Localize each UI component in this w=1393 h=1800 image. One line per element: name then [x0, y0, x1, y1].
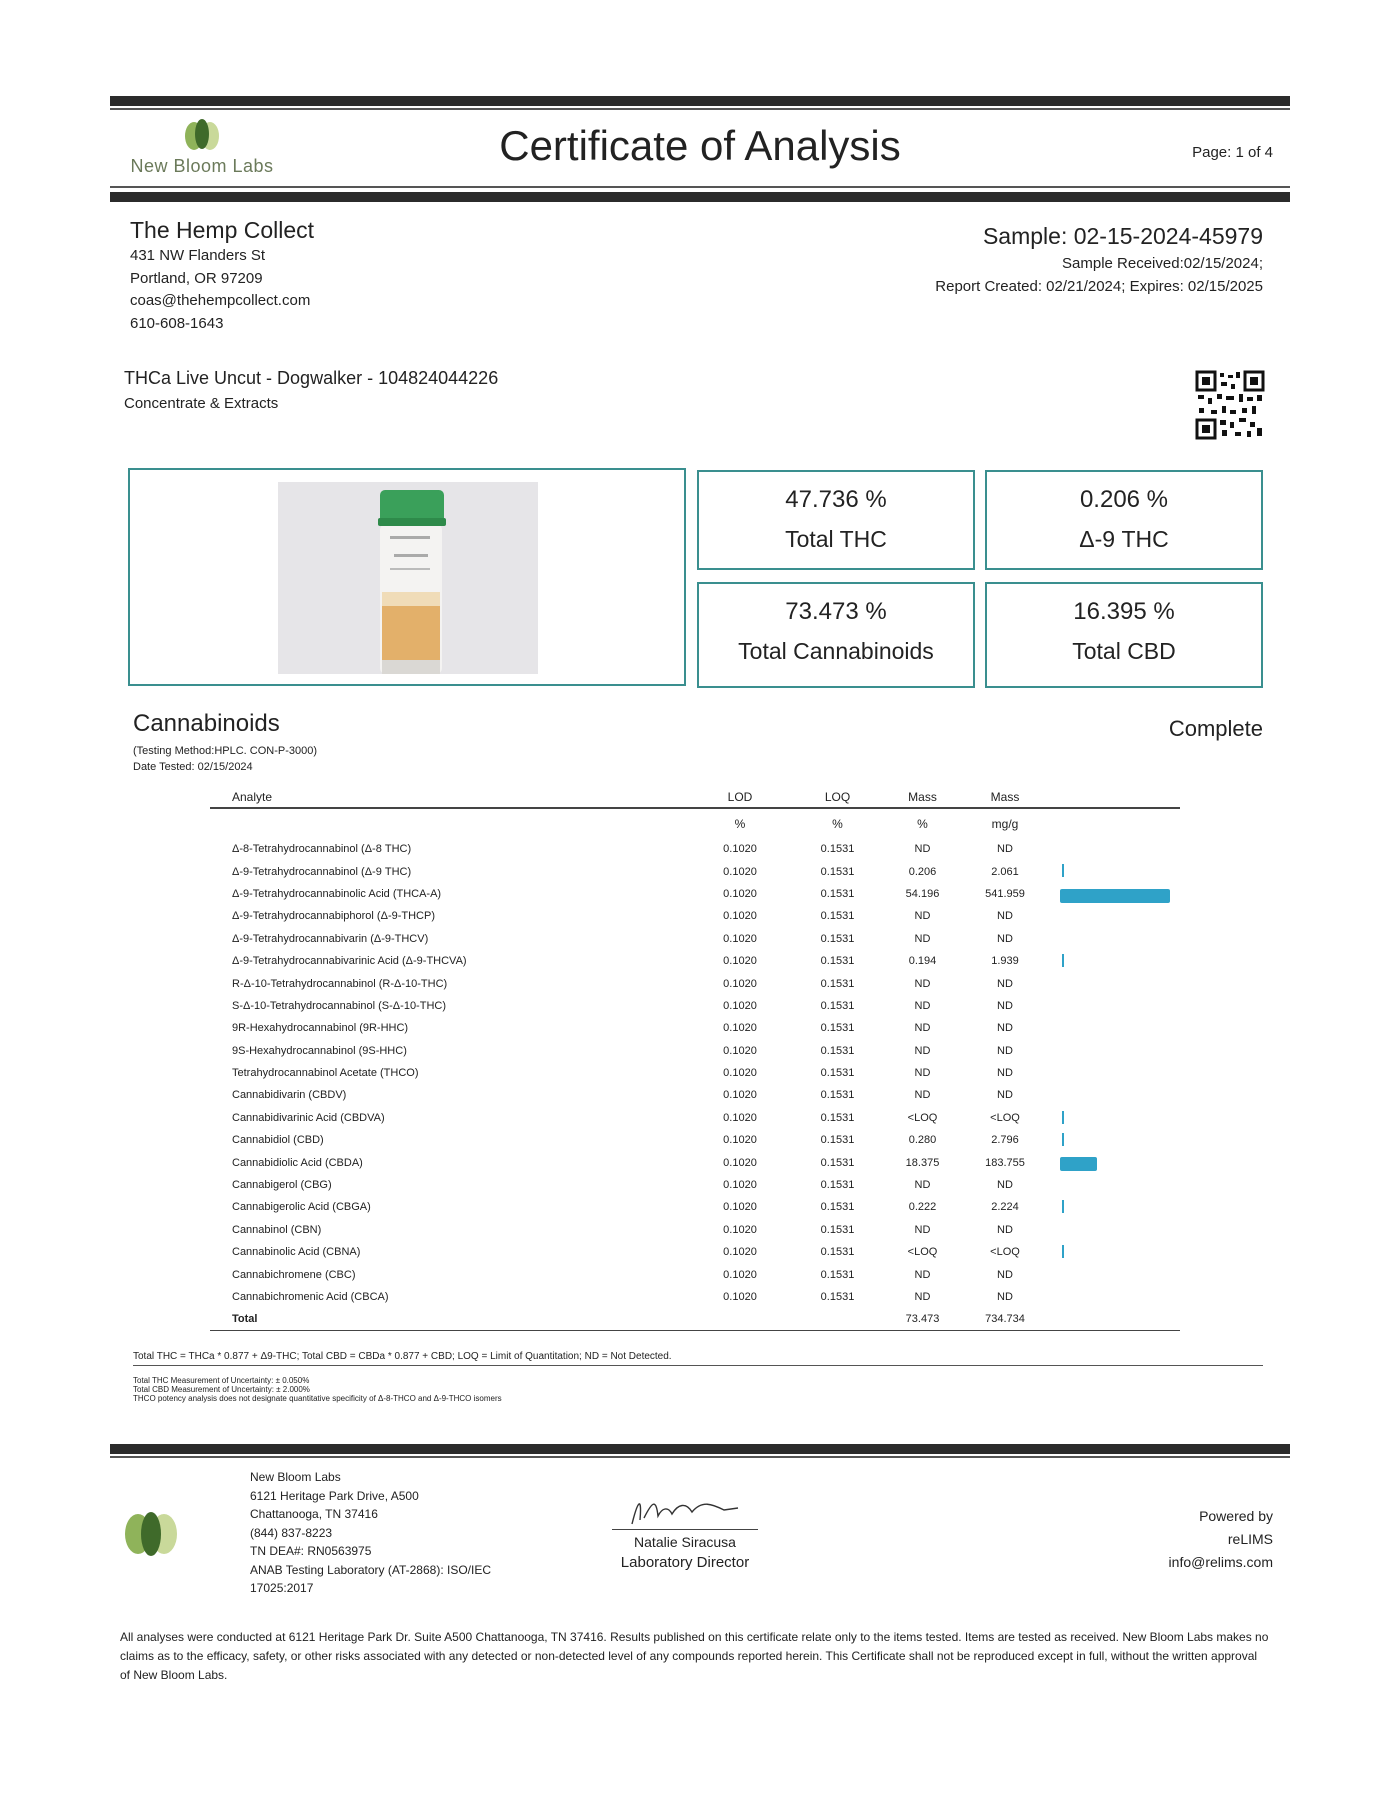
table-row [210, 950, 1180, 972]
table-unit-row [210, 808, 1180, 838]
mass-bar [1062, 1133, 1064, 1146]
lod-value: 0.1020 [723, 1246, 757, 1259]
loq-value: 0.1531 [820, 887, 855, 900]
loq-value: 0.1531 [820, 955, 855, 968]
mass-mg-value: <LOQ [990, 1246, 1020, 1259]
mass-mg-value: 183.755 [985, 1156, 1025, 1169]
mass-pct-value: 18.375 [905, 1156, 940, 1169]
lab-address-line2: Chattanooga, TN 37416 [250, 1507, 378, 1521]
mass-mg-value: ND [997, 1089, 1013, 1102]
mass-pct-value: ND [914, 1067, 931, 1080]
signature-image [612, 1490, 758, 1530]
mass-mg-value: ND [997, 910, 1013, 923]
analyte-name: Cannabinolic Acid (CBNA) [232, 1246, 361, 1259]
bar-cell [1050, 860, 1180, 882]
mass-pct-value: ND [914, 1179, 931, 1192]
bar-cell [1050, 995, 1180, 1017]
col-mass-mg: Mass [960, 786, 1050, 808]
footer-rule [110, 1444, 1290, 1454]
loq-value: 0.1531 [820, 1246, 855, 1259]
disclaimer: All analyses were conducted at 6121 Heritage Park Dr. Suite A500 Chattanooga, TN 37416. Results published on this certificate relate only to the items tested. Items are tested as received. New Bloom Labs makes no claims as to the efficacy, safety, or other risks associated with any detected or non-detected level of any compounds reported herein. This Certificate shall not be reproduced except in full, without the written approval of New Bloom Labs. [120, 1630, 1269, 1682]
page-number: Page: 1 of 4 [1192, 144, 1273, 161]
analyte-name: S-Δ-10-Tetrahydrocannabinol (S-Δ-10-THC) [232, 999, 446, 1012]
mass-mg-value: 541.959 [985, 887, 1025, 900]
lab-iso: 17025:2017 [250, 1581, 314, 1595]
mass-mg-value: ND [997, 1223, 1013, 1236]
mass-pct-value: ND [914, 1044, 931, 1057]
lod-value: 0.1020 [723, 932, 757, 945]
mass-pct-value: ND [914, 1291, 931, 1303]
lab-address [250, 1468, 491, 1598]
total-thc-label: Total THC [785, 526, 887, 552]
mass-bar [1062, 1200, 1064, 1213]
table-row [210, 860, 1180, 882]
mass-pct-value: 0.194 [908, 955, 937, 968]
analyte-name: Δ-9-Tetrahydrocannabiphorol (Δ-9-THCP) [232, 910, 435, 923]
mass-mg-value: 2.224 [991, 1201, 1019, 1214]
product-info [124, 368, 498, 412]
lod-value: 0.1020 [723, 1067, 757, 1080]
table-row [210, 928, 1180, 950]
analyte-name: Cannabichromene (CBC) [232, 1268, 356, 1281]
mass-bar [1062, 1245, 1064, 1258]
formula-note: Total THC = THCa * 0.877 + Δ9-THC; Total CBD = CBDa * 0.877 + CBD; LOQ = Limit of Quantitation; ND = Not Detected. [133, 1351, 1263, 1366]
brand-name: New Bloom Labs [130, 156, 274, 176]
mass-mg-value: ND [997, 999, 1013, 1012]
loq-value: 0.1531 [820, 1089, 855, 1102]
sample-id: Sample: 02-15-2024-45979 [982, 223, 1263, 249]
mass-pct-value: <LOQ [907, 1246, 938, 1259]
summary-total-cannabinoids [697, 582, 975, 688]
section-title: Cannabinoids [133, 710, 280, 737]
mass-pct-value: 0.280 [908, 1134, 937, 1147]
bar-cell [1050, 950, 1180, 972]
mass-pct-value: ND [914, 1268, 931, 1281]
bar-cell [1050, 1084, 1180, 1106]
table-row [210, 1129, 1180, 1151]
signer-role: Laboratory Director [620, 1554, 750, 1571]
col-lod: LOD [690, 786, 790, 808]
bar-cell [1050, 1062, 1180, 1084]
mass-pct-value: ND [914, 1022, 931, 1035]
unit-lod: % [734, 816, 746, 831]
sample-jar-photo [278, 482, 538, 674]
lab-address-line1: 6121 Heritage Park Drive, A500 [250, 1488, 419, 1503]
table-row [210, 1040, 1180, 1062]
analyte-name: Δ-9-Tetrahydrocannabivarinic Acid (Δ-9-THCVA) [232, 955, 467, 968]
mass-bar [1060, 889, 1170, 903]
leaf-logo-icon [180, 118, 224, 152]
analyte-name: Cannabidivarin (CBDV) [232, 1089, 347, 1102]
loq-value: 0.1531 [820, 1111, 855, 1124]
loq-value: 0.1531 [820, 932, 855, 945]
loq-value: 0.1531 [820, 1179, 855, 1192]
results-table [210, 786, 1180, 1331]
mass-pct-value: ND [914, 977, 931, 990]
lod-value: 0.1020 [723, 1044, 757, 1057]
table-row [210, 1151, 1180, 1173]
thco-note: THCO potency analysis does not designate quantitative specificity of Δ-8-THCO and Δ-9-THCO isomers [133, 1394, 502, 1403]
mass-pct-value: ND [914, 999, 931, 1012]
powered-by-label: Powered by [1199, 1508, 1273, 1524]
col-analyte: Analyte [210, 786, 690, 808]
mass-pct-value: 54.196 [905, 887, 940, 900]
total-cannabinoids-label: Total Cannabinoids [738, 638, 934, 664]
bar-cell [1050, 905, 1180, 927]
header-bottom-thin-rule [110, 186, 1290, 188]
col-loq: LOQ [790, 786, 885, 808]
lod-value: 0.1020 [723, 1022, 757, 1035]
bar-cell [1050, 1040, 1180, 1062]
analyte-name: Δ-8-Tetrahydrocannabinol (Δ-8 THC) [232, 843, 412, 856]
table-row [210, 838, 1180, 860]
lod-value: 0.1020 [723, 977, 757, 990]
bar-cell [1050, 1174, 1180, 1196]
bar-cell [1050, 1017, 1180, 1039]
analyte-name: Cannabidivarinic Acid (CBDVA) [232, 1111, 385, 1124]
analyte-name: Δ-9-Tetrahydrocannabinolic Acid (THCA-A) [232, 887, 442, 900]
sample-received: Sample Received:02/15/2024; [1062, 255, 1263, 272]
col-bar [1050, 786, 1180, 808]
loq-value: 0.1531 [820, 1223, 855, 1236]
loq-value: 0.1531 [820, 977, 855, 990]
analyte-name: Cannabigerol (CBG) [232, 1179, 332, 1192]
loq-value: 0.1531 [820, 1156, 855, 1169]
unit-loq: % [832, 816, 843, 831]
d9-thc-label: Δ-9 THC [1079, 526, 1169, 552]
table-row [210, 1263, 1180, 1285]
header-bottom-rule [110, 192, 1290, 202]
signature-block [600, 1490, 770, 1571]
table-row [210, 1084, 1180, 1106]
total-cbd-label: Total CBD [1072, 638, 1176, 664]
lod-value: 0.1020 [723, 1268, 757, 1281]
status-badge: Complete [1168, 716, 1263, 741]
table-row [210, 995, 1180, 1017]
total-thc-value: 47.736 % [785, 486, 887, 513]
client-address-line2: Portland, OR 97209 [130, 269, 263, 287]
mass-bar [1060, 1157, 1097, 1171]
loq-value: 0.1531 [820, 1291, 855, 1303]
total-mg: 734.734 [960, 1308, 1050, 1330]
total-cbd-value: 16.395 % [1073, 598, 1175, 625]
mass-pct-value: ND [914, 1223, 931, 1236]
bar-cell [1050, 928, 1180, 950]
bar-cell [1050, 883, 1180, 905]
bar-cell [1050, 1263, 1180, 1285]
table-row [210, 1241, 1180, 1263]
table-row [210, 1017, 1180, 1039]
total-label: Total [210, 1308, 690, 1330]
client-email: coas@thehempcollect.com [130, 292, 311, 309]
product-category: Concentrate & Extracts [124, 395, 279, 412]
bar-cell [1050, 1219, 1180, 1241]
testing-method: (Testing Method:HPLC. CON-P-3000) [133, 745, 318, 757]
analyte-name: 9R-Hexahydrocannabinol (9R-HHC) [232, 1022, 409, 1035]
lod-value: 0.1020 [723, 887, 757, 900]
loq-value: 0.1531 [820, 999, 855, 1012]
lod-value: 0.1020 [723, 1156, 757, 1169]
lab-dea: TN DEA#: RN0563975 [250, 1544, 372, 1558]
mass-pct-value: ND [914, 910, 931, 923]
mass-pct-value: <LOQ [907, 1111, 938, 1124]
footer-thin-rule [110, 1456, 1290, 1458]
analyte-name: Cannabidiol (CBD) [232, 1134, 324, 1147]
lod-value: 0.1020 [723, 843, 757, 856]
lod-value: 0.1020 [723, 1201, 757, 1214]
unit-mass-mg: mg/g [991, 816, 1019, 831]
summary-total-cbd [985, 582, 1263, 688]
lod-value: 0.1020 [723, 910, 757, 923]
client-address-line1: 431 NW Flanders St [130, 247, 266, 264]
table-header-row [210, 786, 1180, 808]
date-tested: Date Tested: 02/15/2024 [133, 761, 253, 773]
lab-name: New Bloom Labs [250, 1470, 341, 1484]
table-row [210, 1196, 1180, 1218]
client-phone: 610-608-1643 [130, 314, 224, 332]
lod-value: 0.1020 [723, 1291, 757, 1303]
page-title: Certificate of Analysis [499, 122, 901, 169]
qr-code-icon [1195, 370, 1265, 440]
thc-uncertainty-note: Total THC Measurement of Uncertainty: ± 0.050% [133, 1376, 310, 1385]
unit-mass-pct: % [917, 816, 928, 831]
bar-cell [1050, 1196, 1180, 1218]
total-pct: 73.473 [885, 1308, 960, 1330]
cbd-uncertainty-note: Total CBD Measurement of Uncertainty: ± 2.000% [133, 1385, 310, 1394]
lod-value: 0.1020 [723, 1179, 757, 1192]
table-row [210, 972, 1180, 994]
mass-mg-value: ND [997, 1067, 1013, 1080]
table-row [210, 1062, 1180, 1084]
col-mass-pct: Mass [885, 786, 960, 808]
mass-pct-value: 0.222 [908, 1201, 937, 1214]
sample-photo-frame [128, 468, 686, 686]
relims-name: reLIMS [1227, 1531, 1273, 1547]
bar-cell [1050, 1286, 1180, 1308]
relims-email: info@relims.com [1168, 1554, 1273, 1570]
lod-value: 0.1020 [723, 999, 757, 1012]
loq-value: 0.1531 [820, 1268, 855, 1281]
mass-mg-value: ND [997, 1044, 1013, 1057]
loq-value: 0.1531 [820, 1044, 855, 1057]
mass-mg-value: <LOQ [990, 1111, 1020, 1124]
table-row [210, 1219, 1180, 1241]
table-total-row [210, 1308, 1180, 1330]
lod-value: 0.1020 [723, 1089, 757, 1102]
client-name: The Hemp Collect [130, 217, 315, 243]
sample-info [935, 220, 1263, 298]
brand-block [122, 118, 282, 177]
lod-value: 0.1020 [723, 955, 757, 968]
bar-cell [1050, 1241, 1180, 1263]
loq-value: 0.1531 [820, 1134, 855, 1147]
mass-mg-value: 2.061 [991, 865, 1019, 878]
loq-value: 0.1531 [820, 910, 855, 923]
lab-anab: ANAB Testing Laboratory (AT-2868): ISO/IEC [250, 1562, 491, 1577]
bar-cell [1050, 838, 1180, 860]
lod-value: 0.1020 [723, 1111, 757, 1124]
lab-leaf-logo-icon [118, 1510, 184, 1558]
table-row [210, 1174, 1180, 1196]
mass-pct-value: ND [914, 843, 931, 856]
section-meta [133, 743, 317, 775]
loq-value: 0.1531 [820, 1022, 855, 1035]
signer-name: Natalie Siracusa [634, 1534, 736, 1550]
loq-value: 0.1531 [820, 843, 855, 856]
loq-value: 0.1531 [820, 1067, 855, 1080]
loq-value: 0.1531 [820, 865, 855, 878]
summary-d9-thc [985, 470, 1263, 570]
analyte-name: Cannabichromenic Acid (CBCA) [232, 1291, 389, 1303]
d9-thc-value: 0.206 % [1079, 486, 1169, 513]
analyte-name: 9S-Hexahydrocannabinol (9S-HHC) [232, 1044, 407, 1057]
mass-mg-value: 1.939 [991, 955, 1019, 968]
mass-mg-value: ND [997, 1291, 1013, 1303]
powered-by-block [1169, 1505, 1273, 1574]
summary-total-thc [697, 470, 975, 570]
bar-cell [1050, 972, 1180, 994]
mass-pct-value: ND [914, 932, 931, 945]
analyte-name: Cannabidiolic Acid (CBDA) [232, 1156, 363, 1169]
table-row [210, 883, 1180, 905]
header-top-thin-rule [110, 108, 1290, 110]
analyte-name: Cannabinol (CBN) [232, 1223, 322, 1236]
mass-mg-value: 2.796 [991, 1134, 1019, 1147]
product-name: THCa Live Uncut - Dogwalker - 104824044226 [124, 368, 499, 388]
mass-pct-value: ND [914, 1089, 931, 1102]
mass-bar [1062, 864, 1064, 877]
lod-value: 0.1020 [723, 1223, 757, 1236]
mass-mg-value: ND [997, 977, 1013, 990]
mass-mg-value: ND [997, 1179, 1013, 1192]
loq-value: 0.1531 [820, 1201, 855, 1214]
analyte-name: Δ-9-Tetrahydrocannabinol (Δ-9 THC) [232, 865, 412, 878]
mass-mg-value: ND [997, 1022, 1013, 1035]
analyte-name: Δ-9-Tetrahydrocannabivarin (Δ-9-THCV) [232, 932, 429, 945]
notes-block [133, 1351, 1263, 1403]
bar-cell [1050, 1129, 1180, 1151]
mass-pct-value: 0.206 [908, 865, 937, 878]
analyte-name: R-Δ-10-Tetrahydrocannabinol (R-Δ-10-THC) [232, 977, 448, 990]
table-row [210, 1286, 1180, 1308]
table-row [210, 1107, 1180, 1129]
table-row [210, 905, 1180, 927]
lod-value: 0.1020 [723, 865, 757, 878]
total-cannabinoids-value: 73.473 % [785, 598, 887, 625]
mass-mg-value: ND [997, 843, 1013, 856]
bar-cell [1050, 1107, 1180, 1129]
mass-bar [1062, 1111, 1064, 1124]
analyte-name: Cannabigerolic Acid (CBGA) [232, 1201, 371, 1214]
header-top-rule [110, 96, 1290, 106]
client-info [130, 215, 314, 335]
mass-mg-value: ND [997, 932, 1013, 945]
bar-cell [1050, 1151, 1180, 1173]
report-created: Report Created: 02/21/2024; Expires: 02/15/2025 [935, 278, 1263, 295]
mass-mg-value: ND [997, 1268, 1013, 1281]
lod-value: 0.1020 [723, 1134, 757, 1147]
analyte-name: Tetrahydrocannabinol Acetate (THCO) [232, 1067, 419, 1080]
mass-bar [1062, 954, 1064, 967]
lab-phone: (844) 837-8223 [250, 1525, 333, 1540]
